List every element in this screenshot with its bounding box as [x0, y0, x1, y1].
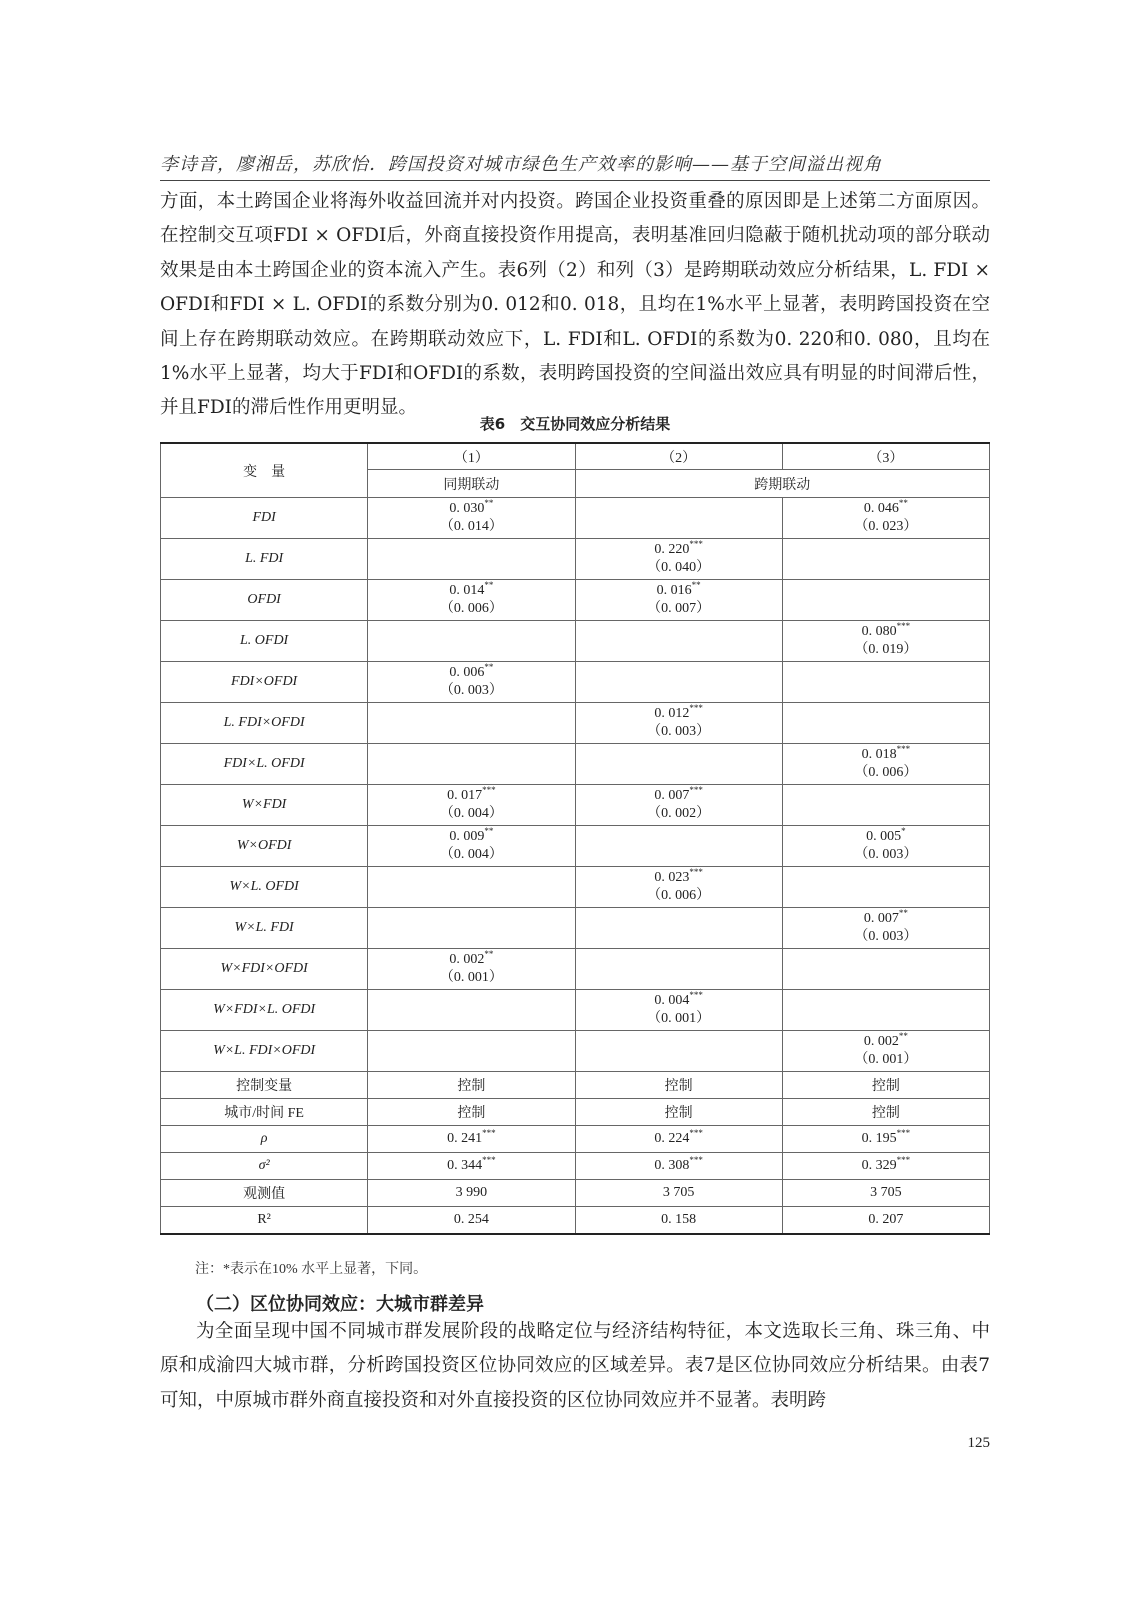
coef-line: [783, 828, 989, 846]
significance-stars: ***: [896, 744, 911, 754]
coef-cell: [368, 867, 575, 908]
coef-cell: [782, 990, 989, 1031]
stat-cell: [575, 1153, 782, 1180]
body-paragraph-2: 为全面呈现中国不同城市群发展阶段的战略定位与经济结构特征，本文选取长三角、珠三角、中原和成渝四大城市群，分析跨国投资区位协同效应的区域差异。表7是区位协同效应分析结果。由表7可知，中原城市群外商直接投资和对外直接投资的区位协同效应并不显著。表明跨: [160, 1321, 990, 1411]
coefficient: 0. 030: [449, 501, 485, 516]
coefficient: 0. 016: [656, 583, 692, 598]
coef-cell: [575, 580, 782, 621]
standard-error: （0. 003）: [439, 683, 503, 698]
coefficient: 0. 002: [449, 952, 485, 967]
coefficient: 0. 018: [861, 747, 897, 762]
significance-stars: **: [898, 498, 908, 508]
row-variable: FDI×L. OFDI: [161, 744, 368, 785]
row-variable: L. OFDI: [161, 621, 368, 662]
row-variable: OFDI: [161, 580, 368, 621]
coef-cell: [575, 662, 782, 703]
stat-value: 控制: [457, 1079, 486, 1094]
coefficient: 0. 014: [449, 583, 485, 598]
standard-error: （0. 001）: [854, 1052, 918, 1067]
standard-error: （0. 003）: [647, 724, 711, 739]
coefficient: 0. 006: [449, 665, 485, 680]
table-row: [161, 908, 990, 949]
stat-cell: [782, 1126, 989, 1153]
stat-cell: [368, 1126, 575, 1153]
row-variable: ρ: [161, 1126, 368, 1153]
table-row: [161, 990, 990, 1031]
stat-value: 3 990: [455, 1185, 488, 1200]
table-footer-row: [161, 1126, 990, 1153]
coef-cell: [368, 621, 575, 662]
coef-line: [783, 1033, 989, 1051]
coef-cell: [575, 621, 782, 662]
coef-cell: [368, 703, 575, 744]
table-row: [161, 1031, 990, 1072]
significance-stars: **: [484, 662, 494, 672]
coef-cell: [575, 539, 782, 580]
coef-line: [368, 500, 574, 518]
coef-cell: [782, 1031, 989, 1072]
coef-cell: [368, 580, 575, 621]
coef-line: [783, 746, 989, 764]
coef-cell: [782, 703, 989, 744]
stat-cell: [368, 1072, 575, 1099]
body-paragraph-1: 方面，本土跨国企业将海外收益回流并对内投资。跨国企业投资重叠的原因即是上述第二方面原因。在控制交互项FDI × OFDI后，外商直接投资作用提高，表明基准回归隐蔽于随机扰动项的部分联动效果是由本土跨国企业的资本流入产生。表6列（2）和列（3）是跨期联动效应分析结果，L. FDI × OFDI和FDI × L. OFDI的系数分别为0. 012和0. 018，且均在1%水平上显著，表明跨国投资在空间上存在跨期联动效应。在跨期联动效应下，L. FDI和L. OFDI的系数为0. 220和0. 080，且均在1%水平上显著，均大于FDI和OFDI的系数，表明跨国投资的空间溢出效应具有明显的时间滞后性，并且FDI的滞后性作用更明显。: [160, 191, 990, 419]
coef-cell: [368, 1031, 575, 1072]
row-variable: W×L. OFDI: [161, 867, 368, 908]
stat-value: 控制: [871, 1079, 900, 1094]
significance-stars: ***: [689, 1155, 703, 1165]
coef-cell: [782, 908, 989, 949]
coef-cell: [782, 949, 989, 990]
standard-error: （0. 007）: [647, 601, 711, 616]
standard-error: （0. 001）: [439, 970, 503, 985]
standard-error: （0. 014）: [439, 519, 503, 534]
coef-line: [783, 623, 989, 641]
stat-value: 0. 158: [661, 1212, 697, 1227]
coef-cell: [782, 539, 989, 580]
row-variable: FDI×OFDI: [161, 662, 368, 703]
row-variable: R²: [161, 1207, 368, 1235]
column-group-contemporaneous: 同期联动: [368, 470, 575, 498]
stat-value: 控制: [664, 1079, 693, 1094]
stat-value: 0. 344: [447, 1158, 483, 1173]
coef-cell: [575, 498, 782, 539]
coefficient: 0. 012: [654, 706, 690, 721]
significance-stars: ***: [482, 1155, 496, 1165]
table-row: [161, 826, 990, 867]
coef-cell: [782, 744, 989, 785]
coef-cell: [368, 949, 575, 990]
standard-error: （0. 006）: [647, 888, 711, 903]
significance-stars: ***: [689, 539, 703, 549]
coef-line: [368, 951, 574, 969]
stat-cell: [368, 1180, 575, 1207]
coef-cell: [575, 785, 782, 826]
row-variable: W×L. FDI×OFDI: [161, 1031, 368, 1072]
table-row: [161, 744, 990, 785]
coef-cell: [575, 1031, 782, 1072]
coefficient: 0. 220: [654, 542, 690, 557]
coef-cell: [575, 990, 782, 1031]
coef-cell: [782, 785, 989, 826]
coef-cell: [575, 826, 782, 867]
significance-stars: ***: [689, 990, 703, 1000]
column-number-1: （1）: [368, 443, 575, 470]
table-row: [161, 949, 990, 990]
coef-cell: [368, 826, 575, 867]
significance-stars: ***: [689, 703, 703, 713]
significance-stars: ***: [482, 785, 496, 795]
coef-cell: [368, 908, 575, 949]
coefficient: 0. 080: [861, 624, 897, 639]
table-footer-row: [161, 1072, 990, 1099]
coefficient: 0. 046: [863, 501, 899, 516]
stat-cell: [575, 1126, 782, 1153]
stat-cell: [368, 1153, 575, 1180]
coef-line: [368, 787, 574, 805]
coef-cell: [575, 744, 782, 785]
coef-cell: [782, 580, 989, 621]
coef-cell: [575, 949, 782, 990]
stat-cell: [575, 1180, 782, 1207]
stat-value: 控制: [457, 1106, 486, 1121]
standard-error: （0. 003）: [854, 847, 918, 862]
coef-line: [783, 910, 989, 928]
row-variable: W×L. FDI: [161, 908, 368, 949]
table-row: [161, 498, 990, 539]
table-row: [161, 703, 990, 744]
table-footer-row: [161, 1207, 990, 1235]
row-variable: σ²: [161, 1153, 368, 1180]
standard-error: （0. 040）: [647, 560, 711, 575]
significance-stars: ***: [689, 867, 703, 877]
significance-stars: **: [898, 1031, 908, 1041]
row-variable: FDI: [161, 498, 368, 539]
significance-stars: **: [484, 580, 494, 590]
stat-cell: [575, 1072, 782, 1099]
table-row: [161, 662, 990, 703]
standard-error: （0. 004）: [439, 847, 503, 862]
significance-stars: **: [691, 580, 701, 590]
coef-line: [368, 828, 574, 846]
stat-value: 控制: [871, 1106, 900, 1121]
standard-error: （0. 006）: [439, 601, 503, 616]
stat-cell: [782, 1072, 989, 1099]
table-note: 注：*表示在10% 水平上显著，下同。: [195, 1262, 428, 1277]
stat-cell: [782, 1180, 989, 1207]
stat-value: 0. 207: [868, 1212, 904, 1227]
standard-error: （0. 004）: [439, 806, 503, 821]
coef-cell: [575, 908, 782, 949]
row-variable: 观测值: [161, 1180, 368, 1207]
table-row: [161, 580, 990, 621]
stat-cell: [782, 1207, 989, 1235]
coef-cell: [782, 662, 989, 703]
row-variable: 控制变量: [161, 1072, 368, 1099]
stat-value: 0. 254: [453, 1212, 489, 1227]
table-row: [161, 621, 990, 662]
coefficient: 0. 002: [863, 1034, 899, 1049]
stat-value: 0. 224: [654, 1131, 690, 1146]
coefficient: 0. 007: [863, 911, 899, 926]
row-variable: W×FDI×OFDI: [161, 949, 368, 990]
coef-cell: [782, 621, 989, 662]
coef-line: [576, 992, 782, 1010]
standard-error: （0. 001）: [647, 1011, 711, 1026]
stat-value: 3 705: [662, 1185, 695, 1200]
coef-line: [576, 869, 782, 887]
coef-cell: [368, 990, 575, 1031]
table-row: [161, 539, 990, 580]
significance-stars: *: [901, 826, 906, 836]
page-number: 125: [967, 1435, 990, 1451]
coef-line: [368, 582, 574, 600]
significance-stars: **: [484, 826, 494, 836]
significance-stars: ***: [896, 1155, 911, 1165]
column-number-3: （3）: [782, 443, 989, 470]
significance-stars: ***: [896, 621, 911, 631]
stat-value: 控制: [664, 1106, 693, 1121]
stat-value: 3 705: [870, 1185, 902, 1200]
coef-cell: [782, 498, 989, 539]
stat-value: 0. 329: [861, 1158, 897, 1173]
table-caption: 表6 交互协同效应分析结果: [479, 415, 671, 433]
coefficient: 0. 005: [866, 829, 902, 844]
standard-error: （0. 003）: [854, 929, 918, 944]
coef-cell: [782, 826, 989, 867]
standard-error: （0. 006）: [854, 765, 918, 780]
coef-cell: [575, 867, 782, 908]
column-number-2: （2）: [575, 443, 782, 470]
table-row: [161, 785, 990, 826]
significance-stars: **: [484, 498, 494, 508]
coefficient: 0. 004: [654, 993, 690, 1008]
stat-value: 0. 308: [654, 1158, 690, 1173]
coef-line: [576, 787, 782, 805]
coef-cell: [575, 703, 782, 744]
table-footer-row: [161, 1180, 990, 1207]
coefficient: 0. 007: [654, 788, 690, 803]
standard-error: （0. 019）: [854, 642, 918, 657]
table-row: [161, 867, 990, 908]
significance-stars: **: [484, 949, 494, 959]
row-variable: W×OFDI: [161, 826, 368, 867]
row-variable: L. FDI×OFDI: [161, 703, 368, 744]
coef-cell: [368, 498, 575, 539]
table-footer-row: [161, 1099, 990, 1126]
row-variable: W×FDI: [161, 785, 368, 826]
table-footer-row: [161, 1153, 990, 1180]
coefficient: 0. 017: [447, 788, 483, 803]
stat-value: 0. 241: [447, 1131, 483, 1146]
running-header: 李诗音，廖湘岳，苏欣怡．跨国投资对城市绿色生产效率的影响——基于空间溢出视角: [160, 154, 882, 175]
significance-stars: ***: [689, 785, 703, 795]
coef-line: [368, 664, 574, 682]
coefficient: 0. 023: [654, 870, 690, 885]
column-group-intertemporal: 跨期联动: [575, 470, 990, 498]
stat-cell: [368, 1207, 575, 1235]
significance-stars: ***: [689, 1128, 703, 1138]
coef-cell: [368, 744, 575, 785]
significance-stars: ***: [896, 1128, 911, 1138]
stat-cell: [782, 1153, 989, 1180]
standard-error: （0. 023）: [854, 519, 918, 534]
stat-cell: [368, 1099, 575, 1126]
results-table: [160, 442, 990, 1235]
coef-cell: [368, 662, 575, 703]
coef-line: [783, 500, 989, 518]
significance-stars: ***: [482, 1128, 496, 1138]
stat-cell: [782, 1099, 989, 1126]
standard-error: （0. 002）: [647, 806, 711, 821]
coef-cell: [368, 785, 575, 826]
row-variable: 城市/时间 FE: [161, 1099, 368, 1126]
significance-stars: **: [898, 908, 908, 918]
header-divider: [160, 180, 990, 181]
stat-value: 0. 195: [861, 1131, 897, 1146]
section-title: （二）区位协同效应：大城市群差异: [196, 1294, 484, 1315]
coef-line: [576, 705, 782, 723]
results-table-body: [161, 443, 990, 1234]
stat-cell: [575, 1099, 782, 1126]
coef-line: [576, 582, 782, 600]
coef-line: [576, 541, 782, 559]
variable-header: 变 量: [161, 443, 368, 498]
coefficient: 0. 009: [449, 829, 485, 844]
row-variable: L. FDI: [161, 539, 368, 580]
coef-cell: [368, 539, 575, 580]
stat-cell: [575, 1207, 782, 1235]
row-variable: W×FDI×L. OFDI: [161, 990, 368, 1031]
coef-cell: [782, 867, 989, 908]
